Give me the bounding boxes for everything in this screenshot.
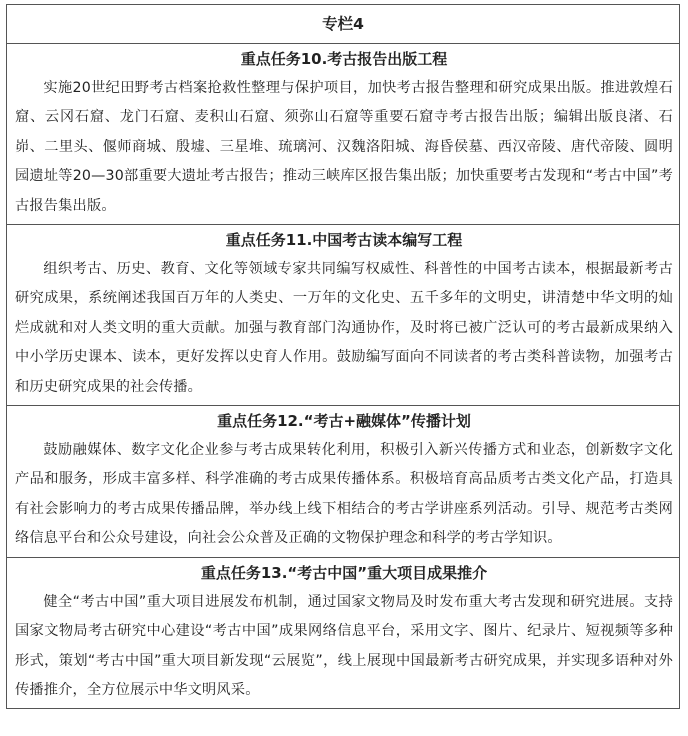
task-section-11 bbox=[7, 225, 679, 406]
column-title: 专栏4 bbox=[7, 5, 679, 44]
task-section-10 bbox=[7, 44, 679, 225]
task-title: 重点任务13.“考古中国”重大项目成果推介 bbox=[200, 563, 488, 582]
task-body: 实施20世纪田野考古档案抢救性整理与保护项目，加快考古报告整理和研究成果出版。推进敦煌石窟、云冈石窟、龙门石窟、麦积山石窟、须弥山石窟等重要石窟寺考古报告出版；编辑出版良渚、石峁、二里头、偃师商城、殷墟、三星堆、琉璃河、汉魏洛阳城、海昏侯墓、西汉帝陵、唐代帝陵、圆明园遗址等20—30部重要大遗址考古报告；推动三峡库区报告集出版；加快重要考古发现和“考古中国”考古报告集出版。 bbox=[15, 80, 673, 214]
task-section-13 bbox=[7, 558, 679, 709]
task-title: 重点任务12.“考古+融媒体”传播计划 bbox=[217, 412, 471, 431]
task-title: 重点任务10.考古报告出版工程 bbox=[240, 50, 448, 68]
task-section-12 bbox=[7, 406, 679, 558]
task-body: 健全“考古中国”重大项目进展发布机制，通过国家文物局及时发布重大考古发现和研究进展。支持国家文物局考古研究中心建设“考古中国”成果网络信息平台，采用文字、图片、纪录片、短视频等多种形式，策划“考古中国”重大项目新发现“云展览”，线上展现中国最新考古研究成果，并实现多语种对外传播推介，全方位展示中华文明风采。 bbox=[15, 593, 673, 698]
task-body: 组织考古、历史、教育、文化等领域专家共同编写权威性、科普性的中国考古读本，根据最新考古研究成果，系统阐述我国百万年的人类史、一万年的文化史、五千多年的文明史，讲清楚中华文明的灿烂成就和对人类文明的重大贡献。加强与教育部门沟通协作，及时将已被广泛认可的考古最新成果纳入中小学历史课本、读本，更好发挥以史育人作用。鼓励编写面向不同读者的考古类科普读物，加强考古和历史研究成果的社会传播。 bbox=[15, 261, 673, 395]
task-title: 重点任务11.中国考古读本编写工程 bbox=[225, 231, 463, 250]
column-box bbox=[6, 4, 680, 709]
task-body: 鼓励融媒体、数字文化企业参与考古成果转化利用，积极引入新兴传播方式和业态，创新数字文化产品和服务，形成丰富多样、科学准确的考古成果传播体系。积极培育高品质考古类文化产品，打造具有社会影响力的考古成果传播品牌，举办线上线下相结合的考古学讲座系列活动。引导、规范考古类网络信息平台和公众号建设，向社会公众普及正确的文物保护理念和科学的考古学知识。 bbox=[15, 442, 673, 547]
